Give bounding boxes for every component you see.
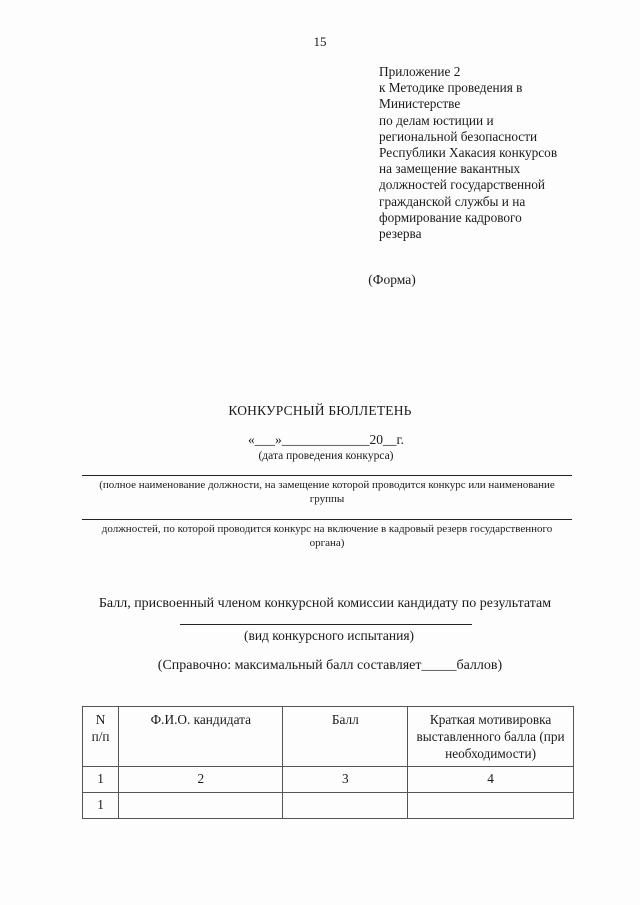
appendix-line: Приложение 2	[379, 64, 461, 79]
caption-line: должностей, по которой проводится конкурс на включение в кадровый резерв государственного	[101, 523, 553, 535]
caption-line: органа)	[309, 537, 345, 549]
table-cell	[119, 793, 283, 819]
ballot-title: КОНКУРСНЫЙ БЮЛЛЕТЕНЬ	[228, 403, 412, 418]
table-cell	[408, 793, 574, 819]
appendix-line: резерва	[379, 226, 422, 242]
test-type-caption: (вид конкурсного испытания)	[243, 628, 415, 643]
appendix-line: гражданской службы и на	[379, 193, 526, 209]
appendix-block	[379, 64, 619, 242]
appendix-line: на замещение вакантных	[379, 161, 521, 177]
test-type-rule	[180, 624, 472, 625]
form-label: (Форма)	[368, 272, 416, 287]
table-cell: 1	[83, 793, 119, 819]
table-row	[83, 793, 574, 819]
table-header-row	[83, 707, 574, 767]
appendix-line: по делам юстиции и	[379, 112, 494, 128]
table-cell: 4	[408, 767, 574, 793]
table-numbering-row	[83, 767, 574, 793]
header-candidate-name: Ф.И.О. кандидата	[119, 707, 283, 767]
table-cell	[283, 793, 408, 819]
appendix-line: должностей государственной	[379, 177, 545, 193]
position-rule-1	[82, 475, 572, 476]
table-cell: 3	[283, 767, 408, 793]
max-score-reference: (Справочно: максимальный балл составляет_____баллов)	[157, 658, 503, 673]
header-number: N п/п	[83, 707, 119, 767]
caption-line: группы	[309, 493, 345, 505]
page-number: 15	[313, 34, 327, 49]
position-caption-1	[82, 478, 572, 506]
date-caption: (дата проведения конкурса)	[258, 450, 394, 462]
appendix-line: региональной безопасности	[379, 128, 538, 144]
appendix-line: к Методике проведения в	[379, 80, 523, 96]
table-cell: 2	[119, 767, 283, 793]
position-caption-2	[82, 522, 572, 550]
position-rule-2	[82, 519, 572, 520]
header-motivation: Краткая мотивировка выставленного балла (при необходимости)	[408, 707, 574, 767]
score-title: Балл, присвоенный членом конкурсной комиссии кандидату по результатам	[98, 596, 552, 611]
caption-line: (полное наименование должности, на замещение которой проводится конкурс или наименование	[99, 479, 555, 491]
date-field: «___»_____________20__г.	[248, 432, 404, 447]
appendix-line: формирование кадрового	[379, 209, 522, 225]
candidates-table	[82, 706, 574, 819]
appendix-line: Министерстве	[379, 96, 461, 112]
header-score: Балл	[283, 707, 408, 767]
appendix-line: Республики Хакасия конкурсов	[379, 145, 558, 161]
table-cell: 1	[83, 767, 119, 793]
